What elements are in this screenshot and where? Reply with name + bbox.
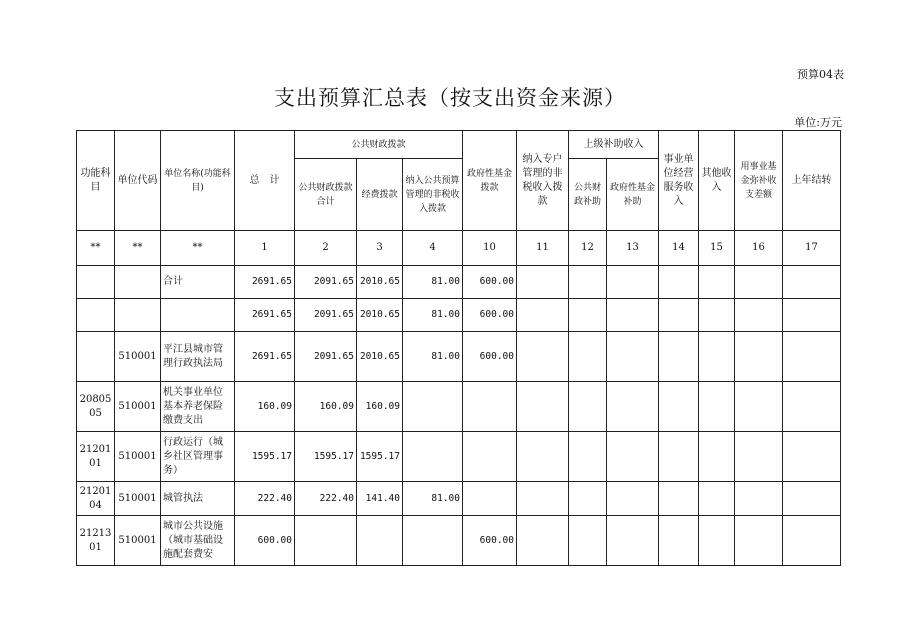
serial-cell: ** [161, 231, 235, 266]
empty-cell [699, 299, 735, 332]
empty-cell [735, 432, 783, 482]
pf-nontax-cell: 81.00 [403, 299, 463, 332]
total-cell: 160.09 [235, 382, 295, 432]
pf-nontax-cell: 81.00 [403, 266, 463, 299]
pf-total-cell: 2091.65 [295, 332, 357, 382]
header-superior-subsidy: 上级补助收入 [569, 131, 659, 159]
pf-funds-cell: 160.09 [357, 382, 403, 432]
header-pf-nontax: 纳入公共预算管理的非税收入拨款 [403, 159, 463, 231]
unit-code-cell: 510001 [115, 516, 161, 566]
empty-cell [659, 332, 699, 382]
empty-cell [569, 382, 607, 432]
empty-cell [659, 432, 699, 482]
unit-code-cell: 510001 [115, 432, 161, 482]
pf-funds-cell: 2010.65 [357, 266, 403, 299]
serial-cell: 16 [735, 231, 783, 266]
pf-nontax-cell [403, 382, 463, 432]
empty-cell [735, 382, 783, 432]
empty-cell [569, 266, 607, 299]
header-row-1 [77, 131, 841, 159]
empty-cell [607, 516, 659, 566]
total-cell: 2691.65 [235, 332, 295, 382]
func-subject-cell: 2080505 [77, 382, 115, 432]
serial-cell: 14 [659, 231, 699, 266]
serial-cell: 11 [517, 231, 569, 266]
unit-code-cell [115, 266, 161, 299]
pf-total-cell: 160.09 [295, 382, 357, 432]
empty-cell [783, 382, 841, 432]
gov-fund-cell: 600.00 [463, 266, 517, 299]
empty-cell [517, 266, 569, 299]
header-fund-balance: 用事业基金弥补收支差额 [735, 131, 783, 231]
serial-cell: ** [115, 231, 161, 266]
empty-cell [569, 516, 607, 566]
gov-fund-cell [463, 432, 517, 482]
header-total: 总 计 [235, 131, 295, 231]
empty-cell [569, 482, 607, 516]
serial-cell: 12 [569, 231, 607, 266]
pf-total-cell: 2091.65 [295, 266, 357, 299]
pf-nontax-cell [403, 516, 463, 566]
pf-funds-cell: 2010.65 [357, 332, 403, 382]
empty-cell [735, 299, 783, 332]
pf-nontax-cell: 81.00 [403, 332, 463, 382]
unit-name-cell: 城管执法 [161, 482, 235, 516]
empty-cell [699, 382, 735, 432]
empty-cell [659, 266, 699, 299]
empty-cell [735, 332, 783, 382]
empty-cell [783, 332, 841, 382]
unit-code-cell: 510001 [115, 332, 161, 382]
table-row [77, 482, 841, 516]
unit-code-cell: 510001 [115, 382, 161, 432]
header-unit-code: 单位代码 [115, 131, 161, 231]
empty-cell [699, 432, 735, 482]
empty-cell [783, 432, 841, 482]
unit-name-cell: 机关事业单位基本养老保险缴费支出 [161, 382, 235, 432]
serial-cell: ** [77, 231, 115, 266]
gov-fund-cell: 600.00 [463, 332, 517, 382]
unit-name-cell: 城市公共设施（城市基础设施配套费安 [161, 516, 235, 566]
header-carryover: 上年结转 [783, 131, 841, 231]
header-business-income: 事业单位经营服务收入 [659, 131, 699, 231]
header-sup-gov: 政府性基金补助 [607, 159, 659, 231]
serial-cell: 17 [783, 231, 841, 266]
empty-cell [607, 382, 659, 432]
pf-nontax-cell [403, 432, 463, 482]
total-cell: 222.40 [235, 482, 295, 516]
serial-cell: 3 [357, 231, 403, 266]
empty-cell [607, 482, 659, 516]
func-subject-cell [77, 299, 115, 332]
page-title: 支出预算汇总表（按支出资金来源） [274, 86, 626, 110]
empty-cell [735, 266, 783, 299]
total-cell: 2691.65 [235, 299, 295, 332]
unit-name-cell: 平江县城市管理行政执法局 [161, 332, 235, 382]
serial-cell: 10 [463, 231, 517, 266]
unit-name-cell: 合计 [161, 266, 235, 299]
empty-cell [783, 266, 841, 299]
header-pf-funds: 经费拨款 [357, 159, 403, 231]
pf-funds-cell: 2010.65 [357, 299, 403, 332]
unit-code-cell: 510001 [115, 482, 161, 516]
table-row [77, 432, 841, 482]
empty-cell [607, 266, 659, 299]
empty-cell [699, 516, 735, 566]
header-func-subject: 功能科目 [77, 131, 115, 231]
header-pf-total: 公共财政拨款合计 [295, 159, 357, 231]
empty-cell [517, 332, 569, 382]
empty-cell [659, 382, 699, 432]
empty-cell [735, 482, 783, 516]
func-subject-cell [77, 332, 115, 382]
empty-cell [517, 516, 569, 566]
empty-cell [607, 332, 659, 382]
serial-row [77, 231, 841, 266]
empty-cell [607, 299, 659, 332]
empty-cell [699, 482, 735, 516]
serial-cell: 2 [295, 231, 357, 266]
table-row [77, 516, 841, 566]
empty-cell [659, 299, 699, 332]
empty-cell [659, 482, 699, 516]
pf-total-cell: 1595.17 [295, 432, 357, 482]
pf-funds-cell: 1595.17 [357, 432, 403, 482]
empty-cell [569, 432, 607, 482]
pf-nontax-cell: 81.00 [403, 482, 463, 516]
empty-cell [517, 432, 569, 482]
gov-fund-cell [463, 382, 517, 432]
func-subject-cell [77, 266, 115, 299]
total-cell: 1595.17 [235, 432, 295, 482]
total-cell: 600.00 [235, 516, 295, 566]
table-row [77, 382, 841, 432]
header-special-nontax: 纳入专户管理的非税收入拨款 [517, 131, 569, 231]
empty-cell [517, 482, 569, 516]
pf-total-cell: 222.40 [295, 482, 357, 516]
gov-fund-cell: 600.00 [463, 516, 517, 566]
header-sup-public: 公共财政补助 [569, 159, 607, 231]
unit-name-cell: 行政运行（城乡社区管理事务） [161, 432, 235, 482]
empty-cell [569, 332, 607, 382]
table-row [77, 299, 841, 332]
func-subject-cell: 2121301 [77, 516, 115, 566]
serial-cell: 13 [607, 231, 659, 266]
pf-funds-cell [357, 516, 403, 566]
pf-funds-cell: 141.40 [357, 482, 403, 516]
gov-fund-cell [463, 482, 517, 516]
unit-name-cell [161, 299, 235, 332]
header-gov-fund: 政府性基金拨款 [463, 131, 517, 231]
pf-total-cell: 2091.65 [295, 299, 357, 332]
serial-cell: 4 [403, 231, 463, 266]
unit-label: 单位:万元 [794, 116, 842, 129]
header-unit-name: 单位名称(功能科目) [161, 131, 235, 231]
serial-cell: 1 [235, 231, 295, 266]
empty-cell [517, 382, 569, 432]
func-subject-cell: 2120101 [77, 432, 115, 482]
empty-cell [735, 516, 783, 566]
gov-fund-cell: 600.00 [463, 299, 517, 332]
empty-cell [569, 299, 607, 332]
empty-cell [783, 516, 841, 566]
table-row [77, 332, 841, 382]
form-number: 预算04表 [797, 68, 844, 81]
pf-total-cell [295, 516, 357, 566]
serial-cell: 15 [699, 231, 735, 266]
empty-cell [659, 516, 699, 566]
empty-cell [699, 266, 735, 299]
unit-code-cell [115, 299, 161, 332]
total-cell: 2691.65 [235, 266, 295, 299]
table-row [77, 266, 841, 299]
empty-cell [517, 299, 569, 332]
empty-cell [607, 432, 659, 482]
budget-table [76, 130, 841, 566]
empty-cell [783, 482, 841, 516]
empty-cell [783, 299, 841, 332]
header-other-income: 其他收入 [699, 131, 735, 231]
empty-cell [699, 332, 735, 382]
func-subject-cell: 2120104 [77, 482, 115, 516]
header-public-finance: 公共财政拨款 [295, 131, 463, 159]
